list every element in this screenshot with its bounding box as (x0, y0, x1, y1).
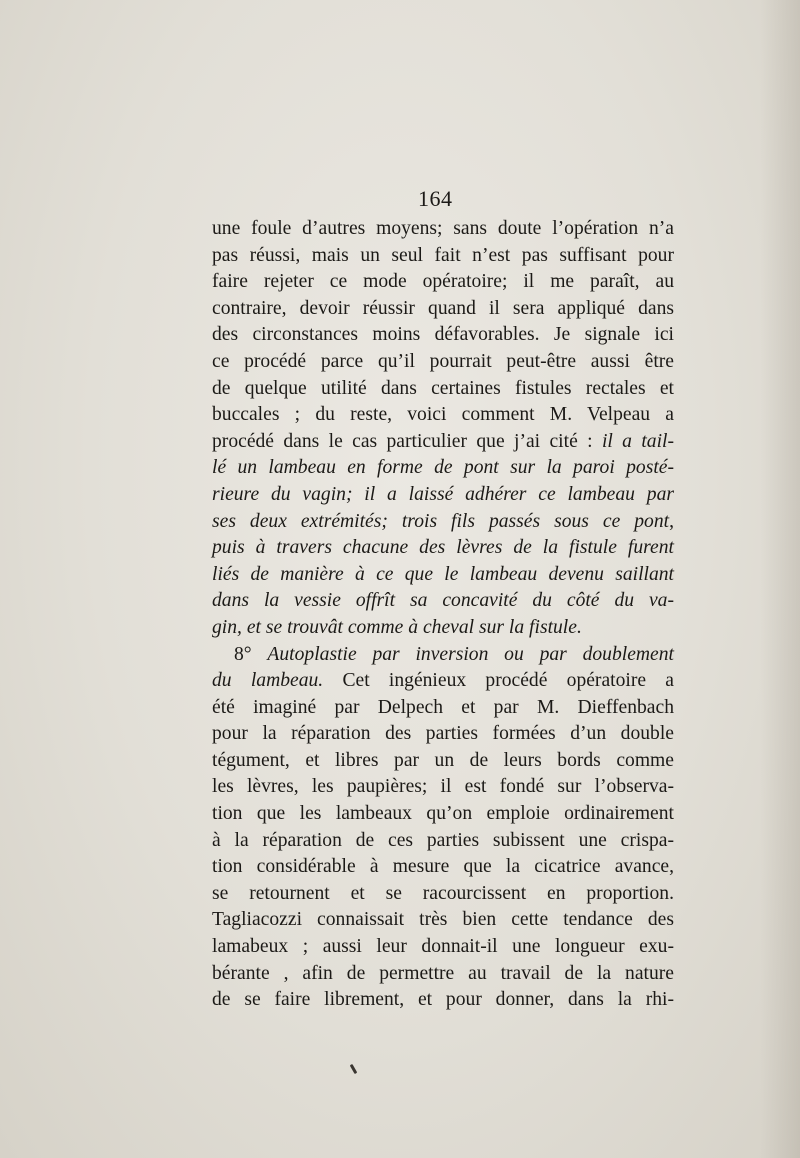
text-line: contraire, devoir réussir quand il sera appliqué dans (212, 297, 674, 319)
text-line: lamabeux ; aussi leur donnait-il une longueur exu- (212, 936, 674, 958)
italic-segment: Autoplastie par inversion ou par doublement (267, 643, 674, 665)
text-line (212, 642, 674, 669)
text-segment: , (669, 510, 674, 532)
text-line: pour la réparation des parties formées d’un double (212, 723, 674, 745)
text-line: tion considérable à mesure que la cicatrice avance, (212, 856, 674, 878)
ink-mark (350, 1064, 358, 1074)
text-line: Tagliacozzi connaissait très bien cette tendance des (212, 909, 674, 931)
text-line: dans la vessie offrît sa concavité du côté du va- (212, 590, 674, 612)
text-line: de quelque utilité dans certaines fistules rectales et (212, 377, 674, 399)
text-line: une foule d’autres moyens; sans doute l’opération n’a (212, 218, 674, 239)
text-line: liés de manière à ce que le lambeau devenu saillant (212, 563, 674, 585)
text-line (212, 668, 674, 695)
text-line: puis à travers chacune des lèvres de la fistule furent (212, 537, 674, 559)
text-line: lé un lambeau en forme de pont sur la paroi posté- (212, 457, 674, 479)
italic-segment: il a tail- (601, 430, 674, 452)
text-line: bérante , afin de permettre au travail de la nature (212, 962, 674, 984)
text-line: buccales ; du reste, voici comment M. Velpeau a (212, 404, 674, 426)
text-line: ce procédé parce qu’il pourrait peut-être aussi être (212, 350, 674, 372)
text-line (212, 509, 674, 536)
text-line: rieure du vagin; il a laissé adhérer ce lambeau par (212, 483, 674, 505)
italic-segment: du lambeau. (212, 670, 324, 692)
page-number: 164 (418, 186, 453, 211)
text-line: tion que les lambeaux qu’on emploie ordinairement (212, 803, 674, 825)
text-line: les lèvres, les paupières; il est fondé sur l’observa- (212, 776, 674, 798)
text-line: de se faire librement, et pour donner, dans la rhi- (212, 989, 674, 1011)
body-text (212, 216, 674, 1014)
text-line: tégument, et libres par un de leurs bords comme (212, 749, 674, 771)
text-line (212, 429, 674, 456)
text-segment: 8° (234, 643, 268, 665)
text-line: se retournent et se racourcissent en proportion. (212, 882, 674, 904)
text-segment: Cet ingénieux procédé opératoire a (323, 670, 674, 692)
text-line: à la réparation de ces parties subissent une crispa- (212, 829, 674, 851)
text-segment: procédé dans le cas particulier que j’ai cité : (212, 430, 602, 452)
text-line: gin, et se trouvât comme à cheval sur la fistule. (212, 616, 582, 638)
text-line: faire rejeter ce mode opératoire; il me paraît, au (212, 271, 674, 293)
italic-segment: ses deux extrémités; trois fils passés sous ce pont (212, 510, 670, 532)
text-line: pas réussi, mais un seul fait n’est pas suffisant pour (212, 244, 674, 266)
page-edge-shadow (760, 0, 800, 1158)
text-line: été imaginé par Delpech et par M. Dieffenbach (212, 696, 674, 718)
text-line: des circonstances moins défavorables. Je signale ici (212, 324, 674, 346)
